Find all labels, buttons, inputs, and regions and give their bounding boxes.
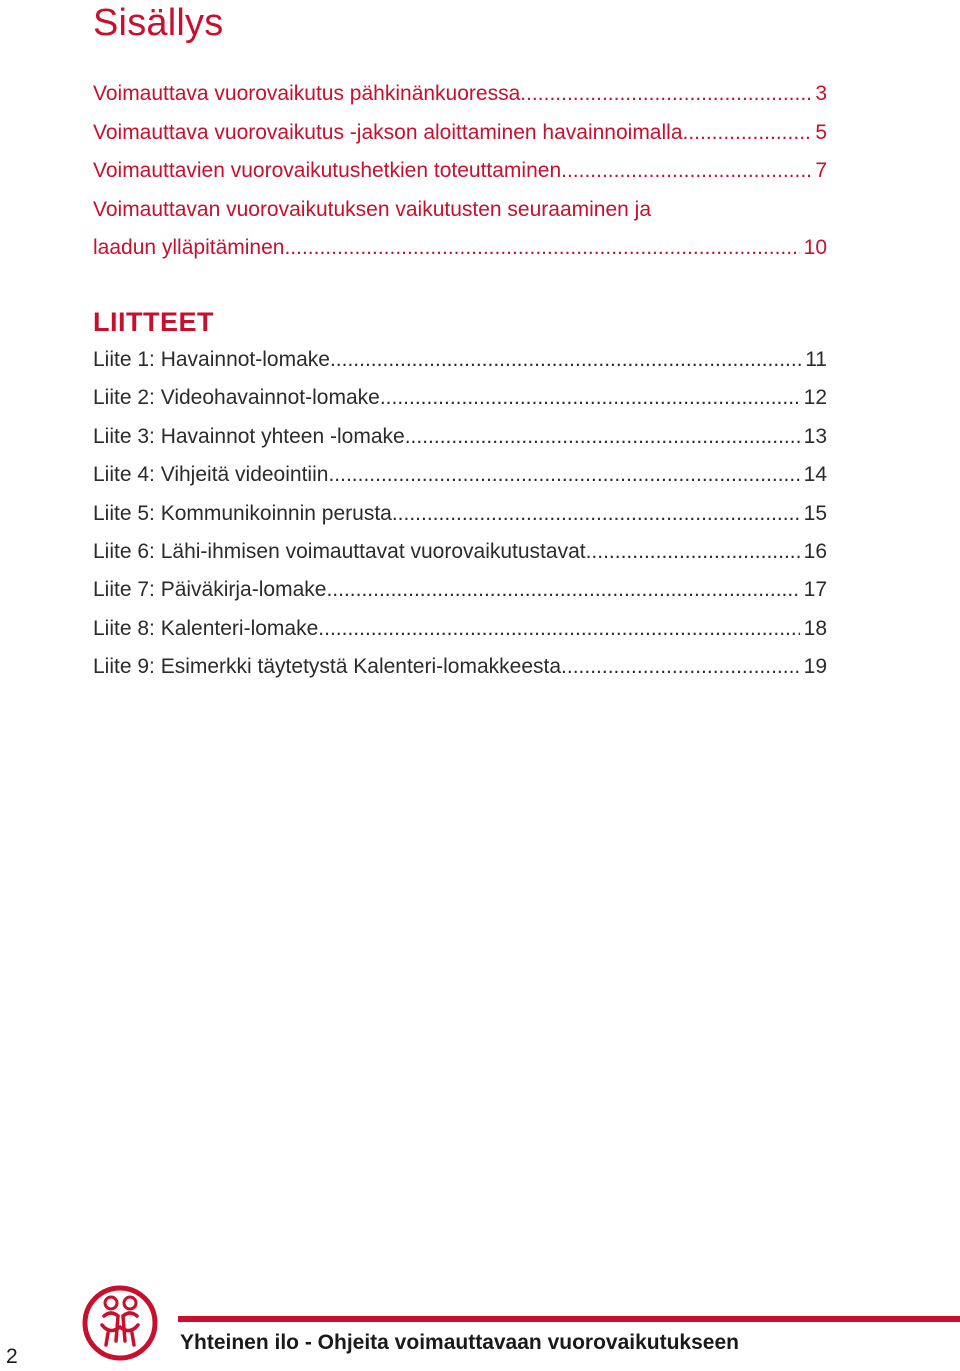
toc-entry-title: Voimauttavan vuorovaikutuksen vaikutusten seuraaminen ja: [93, 197, 651, 221]
page-number: 2: [6, 1345, 18, 1368]
toc-appendix-list: [93, 348, 827, 694]
toc-appendix-entry[interactable]: [93, 348, 827, 386]
toc-entry-page: 12: [803, 386, 827, 410]
toc-leader-dots: [326, 578, 799, 602]
toc-leader-dots: [561, 159, 811, 183]
toc-appendix-entry[interactable]: [93, 463, 827, 501]
toc-entry-page: 3: [815, 82, 827, 105]
page-title: Sisällys: [93, 2, 224, 44]
appendix-heading: LIITTEET: [93, 307, 214, 337]
toc-entry-title: Liite 6: Lähi-ihmisen voimauttavat vuorovaikutustavat: [93, 539, 586, 563]
toc-leader-dots: [392, 502, 800, 526]
toc-appendix-entry[interactable]: [93, 386, 827, 424]
footer-document-title: Yhteinen ilo - Ohjeita voimauttavaan vuorovaikutukseen: [180, 1331, 739, 1354]
toc-entry-title: Liite 4: Vihjeitä videointiin: [93, 463, 329, 487]
toc-entry[interactable]: [93, 121, 827, 160]
toc-leader-dots: [328, 463, 799, 487]
toc-entry-title: Liite 1: Havainnot-lomake: [93, 348, 330, 371]
toc-entry-page: 10: [803, 236, 827, 259]
toc-leader-dots: [520, 82, 811, 106]
toc-leader-dots: [405, 425, 800, 449]
toc-entry-title: Liite 7: Päiväkirja-lomake: [93, 578, 327, 602]
toc-appendix-entry[interactable]: [93, 502, 827, 540]
toc-entry[interactable]: [93, 82, 827, 121]
toc-entry-page: 7: [815, 159, 827, 182]
toc-entry-page: 11: [805, 348, 827, 371]
toc-entry-title: Voimauttava vuorovaikutus -jakson aloittaminen havainnoimalla: [93, 120, 683, 144]
toc-entry-page: 19: [803, 655, 827, 679]
toc-entry-title: Liite 8: Kalenteri-lomake: [93, 616, 319, 640]
toc-entry[interactable]: [93, 198, 827, 237]
toc-leader-dots: [380, 386, 800, 410]
people-circle-logo-icon: [80, 1283, 160, 1363]
footer-rule: [178, 1316, 960, 1322]
toc-appendix-entry[interactable]: [93, 578, 827, 616]
toc-leader-dots: [683, 121, 812, 145]
toc-entry[interactable]: [93, 236, 827, 275]
toc-entry-title: laadun ylläpitäminen: [93, 236, 285, 259]
toc-entry-title: Liite 3: Havainnot yhteen -lomake: [93, 424, 405, 448]
toc-main-list: [93, 82, 827, 275]
toc-entry-title: Liite 2: Videohavainnot-lomake: [93, 386, 380, 410]
toc-entry-title: Voimauttava vuorovaikutus pähkinänkuoressa: [93, 82, 521, 105]
toc-appendix-entry[interactable]: [93, 617, 827, 655]
toc-leader-dots: [586, 540, 800, 564]
toc-entry-title: Voimauttavien vuorovaikutushetkien toteuttaminen: [93, 159, 562, 182]
toc-leader-dots: [284, 236, 799, 260]
toc-appendix-entry[interactable]: [93, 540, 827, 578]
toc-entry-title: Liite 9: Esimerkki täytetystä Kalenteri-lomakkeesta: [93, 655, 562, 679]
toc-appendix-entry[interactable]: [93, 655, 827, 693]
toc-leader-dots: [318, 617, 799, 641]
toc-appendix-entry[interactable]: [93, 425, 827, 463]
toc-entry-page: 16: [803, 539, 827, 563]
toc-entry-page: 15: [803, 501, 827, 525]
toc-entry[interactable]: [93, 159, 827, 198]
toc-leader-dots: [561, 655, 800, 679]
toc-entry-page: 14: [803, 463, 827, 487]
toc-entry-page: 17: [803, 578, 827, 602]
toc-entry-page: 18: [803, 616, 827, 640]
toc-entry-page: 5: [815, 120, 827, 144]
toc-entry-title: Liite 5: Kommunikoinnin perusta: [93, 501, 392, 525]
toc-leader-dots: [330, 348, 801, 372]
toc-entry-page: 13: [803, 424, 827, 448]
